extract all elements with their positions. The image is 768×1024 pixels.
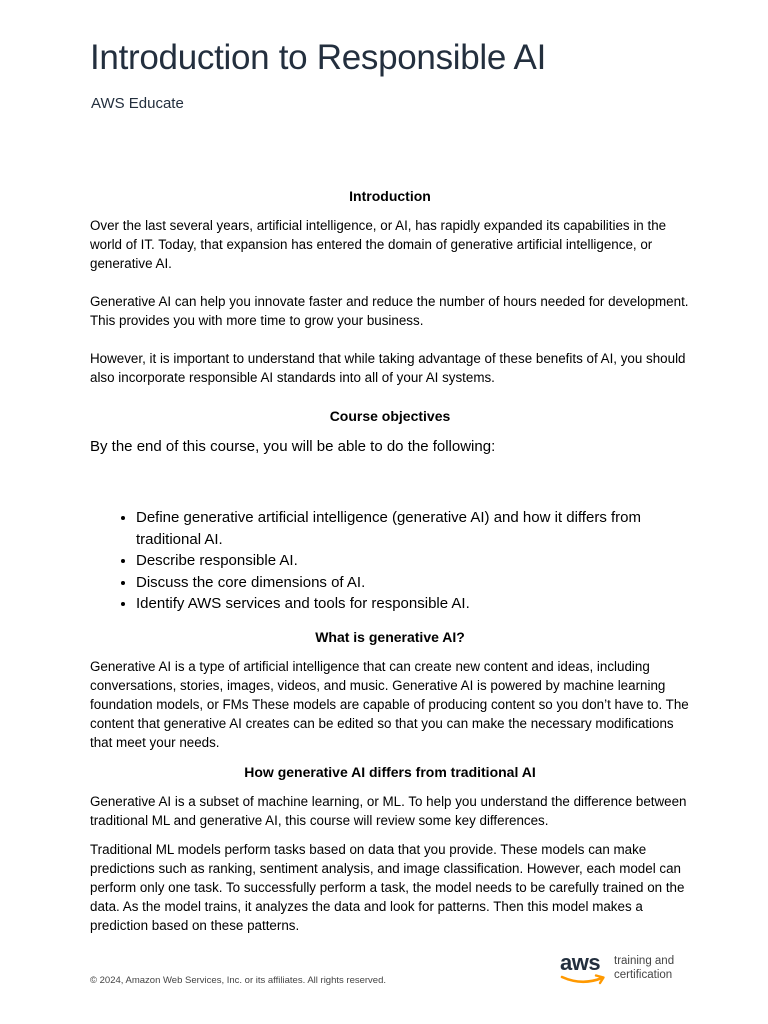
list-item: • Identify AWS services and tools for responsible AI. — [136, 593, 690, 615]
differs-paragraph-1: Generative AI is a subset of machine learning, or ML. To help you understand the difference between traditional ML and generative AI, this course will review some key differences. — [90, 793, 687, 828]
intro-paragraph-2: Generative AI can help you innovate faster and reduce the number of hours needed for development. This provides you with more time to grow your business. — [90, 294, 689, 328]
page-subtitle: AWS Educate — [91, 95, 184, 112]
objectives-list — [90, 507, 690, 615]
copyright-footer: © 2024, Amazon Web Services, Inc. or its affiliates. All rights reserved. — [90, 975, 387, 986]
differs-paragraph-2: Traditional ML models perform tasks based on data that you provide. These models can make predictions such as ranking, sentiment analysis, and image classification. However, each model can perform only one task. To successfully perform a task, the model needs to be carefully trained on the data. As the model trains, it analyzes the data and look for patterns. Then this model makes a prediction based on these patterns. — [90, 841, 685, 933]
aws-training-logo — [557, 952, 687, 988]
objectives-lead: By the end of this course, you will be able to do the following: — [90, 438, 496, 455]
intro-paragraph-3: However, it is important to understand that while taking advantage of these benefits of AI, you should also incorporate responsible AI standards into all of your AI systems. — [90, 351, 686, 385]
document-body — [90, 186, 690, 945]
what-is-paragraph-1: Generative AI is a type of artificial intelligence that can create new content and ideas, including conversations, stories, images, videos, and music. Generative AI is powered by machine learning foundation models, or FMs These models are capable of producing content so you don’t have to. The content that generative AI creates can be edited so that you can make the necessary modifications that meet your needs. — [90, 658, 689, 750]
aws-wordmark: aws — [560, 950, 601, 975]
list-item: • Discuss the core dimensions of AI. — [136, 572, 690, 594]
list-item: • Define generative artificial intelligence (generative AI) and how it differs from traditional AI. — [136, 507, 690, 550]
page-title: Introduction to Responsible AI — [90, 38, 547, 77]
brand-tagline: training and certification — [614, 955, 675, 981]
intro-paragraph-1: Over the last several years, artificial intelligence, or AI, has rapidly expanded its capabilities in the world of IT. Today, that expansion has entered the domain of generative artificial intelligence, or generative AI. — [90, 218, 667, 271]
aws-smile-icon — [560, 974, 608, 986]
section-heading-introduction: Introduction — [349, 188, 431, 204]
section-heading-objectives: Course objectives — [329, 408, 451, 424]
section-heading-what-is: What is generative AI? — [315, 628, 465, 645]
section-heading-differs: How generative AI differs from traditional AI — [244, 763, 536, 780]
list-item: • Describe responsible AI. — [136, 550, 690, 572]
